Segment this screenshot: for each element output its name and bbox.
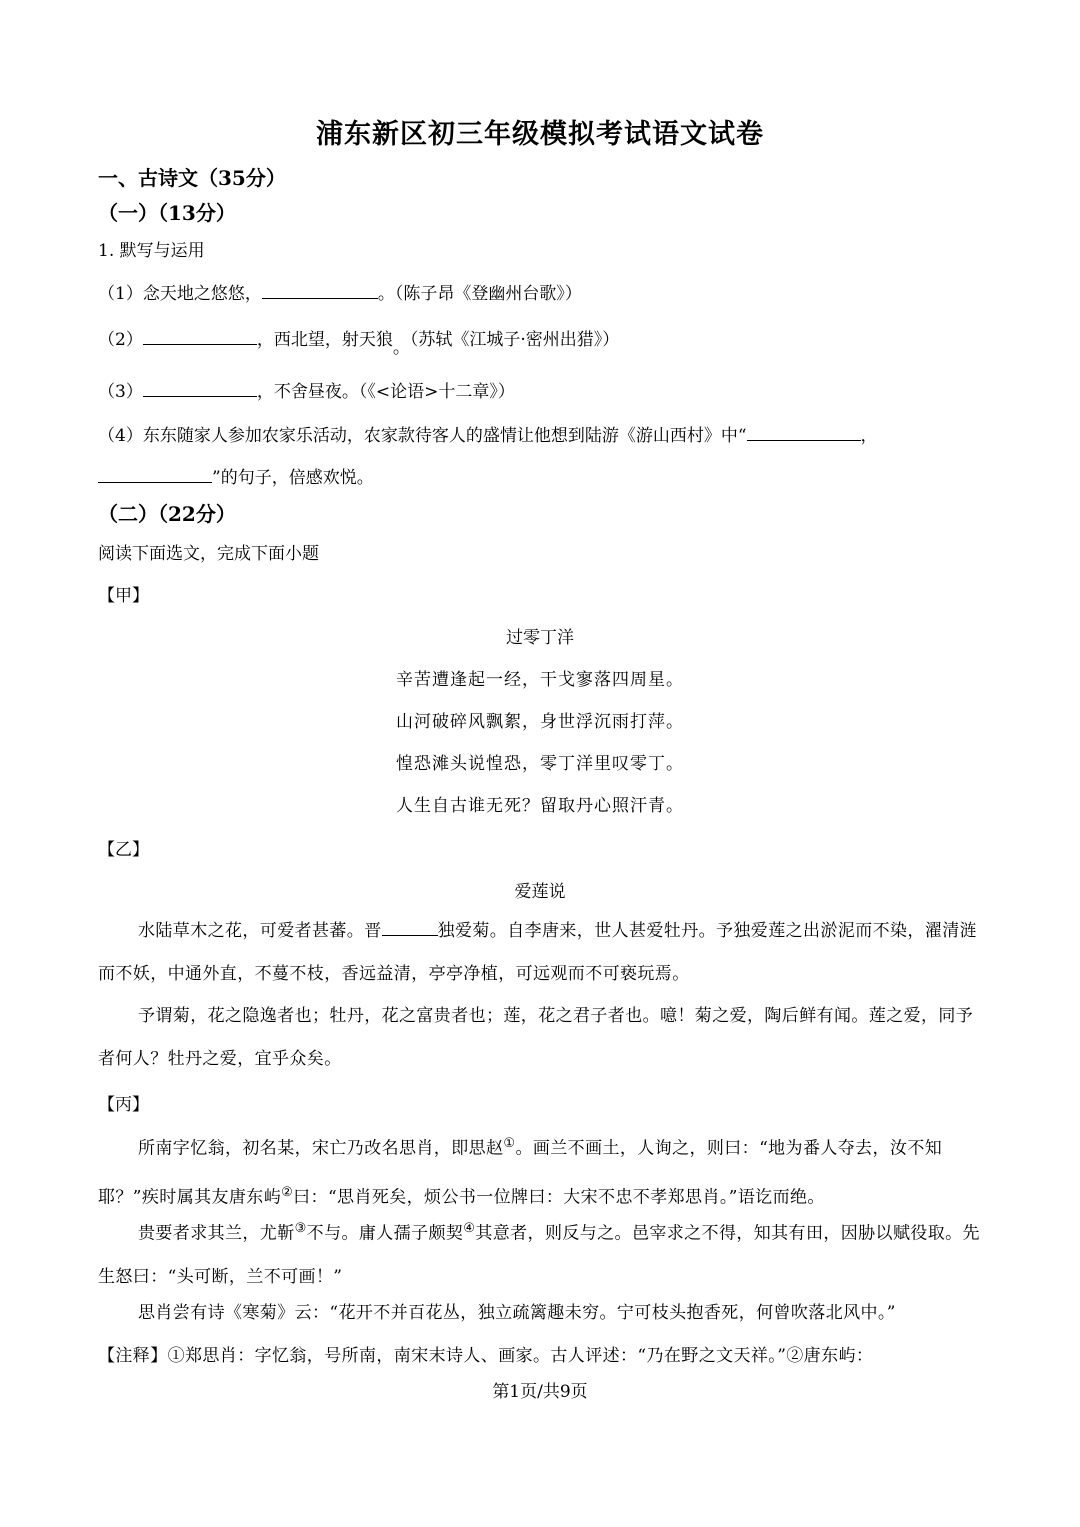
note-marker: ② — [281, 1184, 294, 1200]
paragraph-text: 思肖尝有诗《寒菊》云：“花开不并百花丛，独立疏篱趣未穷。宁可枝头抱香死，何曾吹落北风中。” — [138, 1303, 896, 1323]
item-text: （3） — [98, 382, 143, 402]
passage-paragraph — [98, 1207, 982, 1299]
label-jia: 【甲】 — [98, 586, 149, 606]
note-marker: ③ — [294, 1221, 307, 1236]
poem-line: 山河破碎风飘絮，身世浮沉雨打萍。 — [396, 712, 684, 732]
paragraph-text: 予谓菊，花之隐逸者也；牡丹，花之富贵者也；莲，花之君子者也。噫！菊之爱，陶后鲜有闻。莲之爱，同予者何人？牡丹之爱，宜乎众矣。 — [98, 1006, 974, 1069]
answer-blank[interactable] — [747, 422, 861, 441]
poem-title: 过零丁洋 — [506, 628, 574, 648]
paragraph-text: 其意者，则反与之。邑宰求之不得，知其有田，因胁以赋役取。先生怒曰：“头可断，兰不可画！” — [98, 1223, 980, 1287]
paragraph-text: 水陆草木之花，可爱者甚蕃。晋 — [138, 921, 382, 941]
part-heading-1: （一）（13分） — [98, 201, 236, 225]
paragraph-text: 独爱菊。自李唐来，世人甚爱牡丹。予独爱莲之出淤泥而不染，濯清涟而不妖，中通外直，不蔓不枝，香远益清，亭亭净植，可远观而不可亵玩焉。 — [98, 921, 978, 984]
essay-title: 爱莲说 — [514, 882, 566, 902]
section-heading: 一、古诗文（35分） — [98, 166, 286, 190]
answer-blank[interactable] — [382, 917, 438, 936]
essay-paragraph — [98, 995, 982, 1081]
note-marker: ① — [503, 1136, 516, 1151]
item-text: （1）念天地之悠悠， — [98, 284, 262, 304]
answer-blank[interactable] — [143, 326, 257, 345]
item-text: ”的句子，倍感欢悦。 — [212, 468, 374, 488]
essay-paragraph — [98, 910, 982, 996]
item-text: ，西北望，射天狼 — [256, 330, 393, 350]
annotation-note: 【注释】①郑思肖：字忆翁，号所南，南宋末诗人、画家。古人评述：“乃在野之文天祥。”②唐东屿： — [98, 1346, 874, 1366]
passage-paragraph — [98, 1292, 982, 1335]
item-text: 。（陈子昂《登幽州台歌》） — [377, 284, 582, 304]
paragraph-text: 曰：“思肖死矣，烦公书一位牌曰：大宋不忠不孝郑思肖。”语讫而绝。 — [293, 1187, 825, 1208]
poem-line: 人生自古谁无死？留取丹心照汗青。 — [396, 796, 684, 816]
question-item-4 — [98, 421, 878, 446]
reading-instruction: 阅读下面选文，完成下面小题 — [98, 544, 319, 564]
paragraph-text: 所南字忆翁，初名某，宋亡乃改名思肖，即思赵 — [138, 1138, 504, 1159]
paragraph-text: 。画兰不画土，人询之，则曰：“地为番人夺去，汝不知耶？”疾时属其友唐东屿 — [98, 1138, 943, 1208]
item-text: （2） — [98, 330, 143, 350]
passage-paragraph — [98, 1122, 982, 1219]
note-marker: ④ — [463, 1221, 476, 1236]
answer-blank[interactable] — [143, 378, 257, 397]
poem-line: 辛苦遭逢起一经，干戈寥落四周星。 — [396, 670, 684, 690]
item-mark: 。 — [392, 338, 410, 358]
question-item-1 — [98, 279, 582, 304]
label-yi: 【乙】 — [98, 840, 149, 860]
paragraph-text: 贵要者求其兰，尤靳 — [138, 1223, 295, 1244]
part-heading-2: （二）（22分） — [98, 502, 236, 526]
page-number: 第1页/共9页 — [492, 1382, 588, 1402]
poem-line: 惶恐滩头说惶恐，零丁洋里叹零丁。 — [396, 754, 684, 774]
answer-blank[interactable] — [98, 464, 212, 483]
item-text: ，不舍昼夜。（《<论语>十二章》） — [256, 382, 515, 402]
page-title: 浦东新区初三年级模拟考试语文试卷 — [316, 119, 764, 150]
question-heading: 1. 默写与运用 — [98, 241, 205, 261]
item-text: ， — [860, 426, 878, 446]
label-bing: 【丙】 — [98, 1095, 149, 1115]
question-item-4-cont — [98, 463, 374, 488]
item-source: （苏轼《江城子·密州出猎》） — [409, 330, 620, 350]
paragraph-text: 不与。庸人孺子颇契 — [306, 1223, 464, 1244]
question-item-2 — [98, 325, 620, 358]
answer-blank[interactable] — [262, 280, 378, 299]
question-item-3 — [98, 377, 515, 402]
item-text: （4）东东随家人参加农家乐活动，农家款待客人的盛情让他想到陆游《游山西村》中“ — [98, 426, 747, 446]
